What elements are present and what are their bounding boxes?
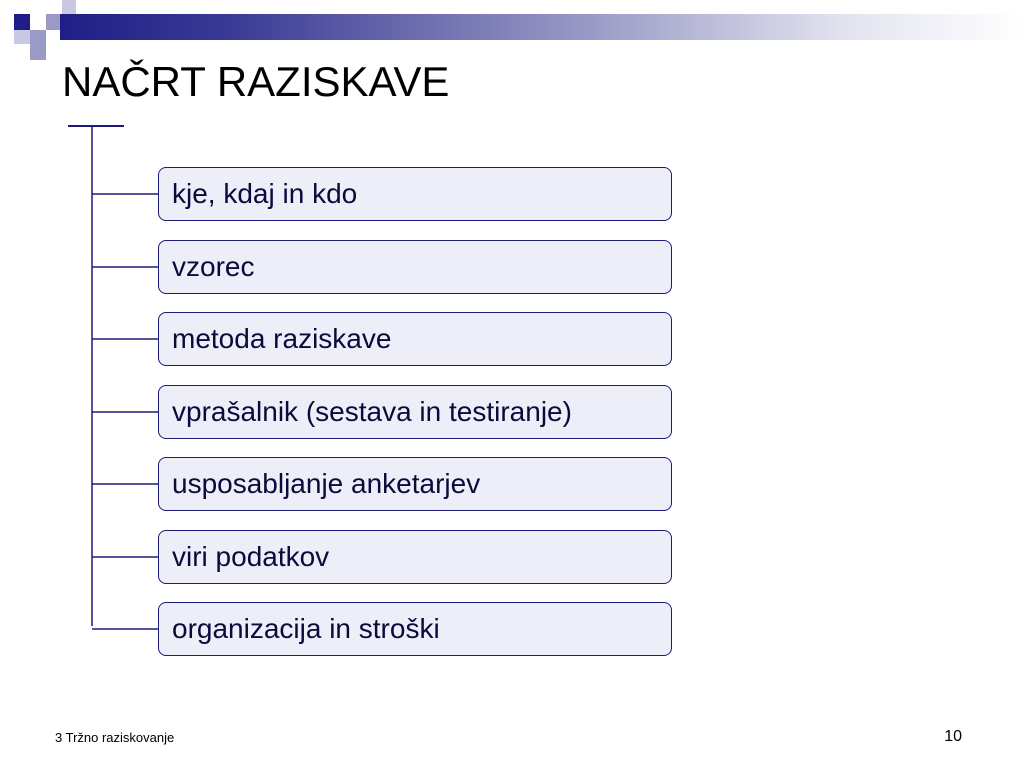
footer-text: 3 Tržno raziskovanje (55, 730, 175, 745)
tree-branches (92, 194, 158, 629)
diagram-node: viri podatkov (158, 530, 672, 584)
diagram-node: vzorec (158, 240, 672, 294)
slide-title: NAČRT RAZISKAVE (62, 58, 450, 105)
diagram-node: kje, kdaj in kdo (158, 167, 672, 221)
diagram-node: organizacija in stroški (158, 602, 672, 656)
diagram-node: metoda raziskave (158, 312, 672, 366)
diagram-node: vprašalnik (sestava in testiranje) (158, 385, 672, 439)
diagram-node: usposabljanje anketarjev (158, 457, 672, 511)
page-number: 10 (944, 728, 962, 745)
